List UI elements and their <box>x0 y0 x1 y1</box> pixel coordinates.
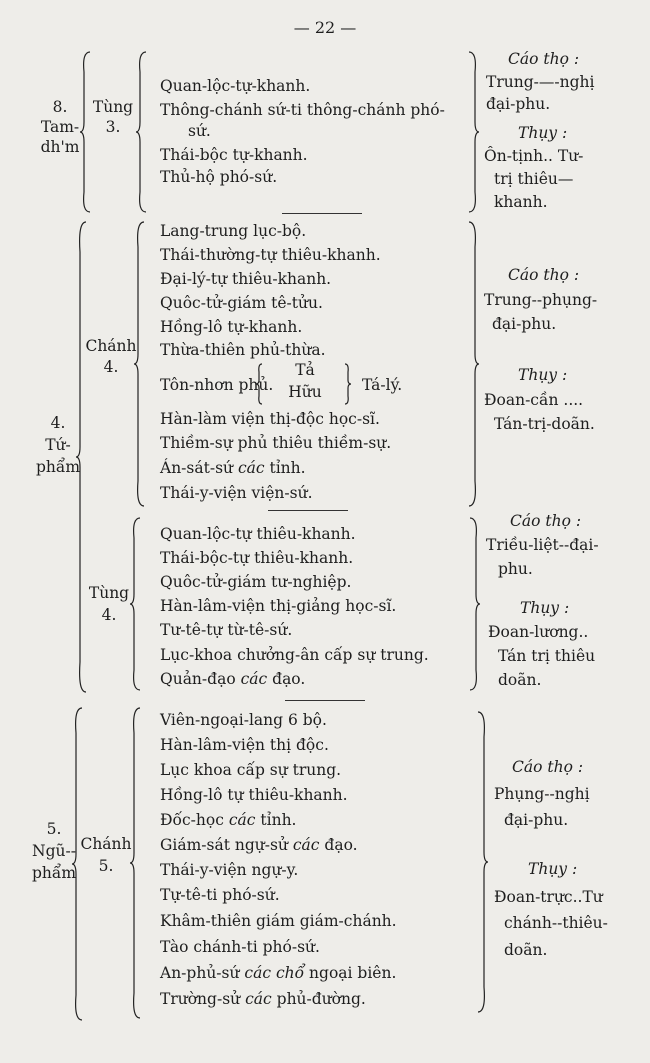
grade-label: Tùng <box>88 584 130 602</box>
office-qualifier: các <box>240 670 268 688</box>
brace-right <box>470 518 484 690</box>
office-item: Đại-lý-tự thiêu-khanh. <box>160 270 332 288</box>
thuy-label: Thụy : <box>528 860 578 878</box>
office-qualifier: các <box>228 811 256 829</box>
thuy-label: Thụy : <box>518 124 568 142</box>
office-scope: đạo. <box>324 836 358 854</box>
office-name: Đốc-học <box>160 811 224 829</box>
office-item: Viên-ngoại-lang 6 bộ. <box>160 711 327 729</box>
office-item: Tá-lý. <box>362 376 403 394</box>
section-divider <box>285 700 365 701</box>
rank-label: Ngũ-- <box>32 842 76 860</box>
thuy-value: Đoan-lương.. <box>488 623 589 641</box>
cao-tho-value: đại-phu. <box>492 315 557 333</box>
office-scope: ngoại biên. <box>309 964 397 982</box>
office-item <box>160 670 305 689</box>
office-item: Khâm-thiên giám giám-chánh. <box>160 912 397 930</box>
brace-left <box>130 518 144 690</box>
grade-label: Tùng <box>92 98 134 116</box>
cao-tho-value: Trung--phụng- <box>484 291 598 309</box>
office-variant: Hữu <box>288 383 322 401</box>
office-item <box>160 990 366 1009</box>
brace-left <box>130 708 144 1018</box>
brace-right <box>469 222 483 506</box>
office-item: Thái-y-viện ngự-y. <box>160 861 299 879</box>
office-item: Thông-chánh sứ-ti thông-chánh phó- <box>160 101 445 119</box>
office-name: Quản-đạo <box>160 670 236 688</box>
rank-label: Tứ- <box>45 436 71 454</box>
office-item: Hàn-lâm-viện thị-giảng học-sĩ. <box>160 597 397 615</box>
cao-tho-value: Trung-—-nghị <box>486 73 595 91</box>
thuy-value: trị thiêu— <box>494 170 574 188</box>
rank-label: Tam- <box>40 118 80 136</box>
office-item: Lục-khoa chưởng-ân cấp sự trung. <box>160 646 429 664</box>
cao-tho-label: Cáo thọ : <box>508 50 580 68</box>
office-scope: phủ-đường. <box>276 990 366 1008</box>
office-item <box>160 836 358 855</box>
office-item: Thiềm-sự phủ thiêu thiềm-sự. <box>160 434 392 452</box>
office-item: Tự-tê-ti phó-sứ. <box>160 886 280 904</box>
office-item: Thái-bộc-tự thiêu-khanh. <box>160 549 354 567</box>
office-item: Thái-thường-tự thiêu-khanh. <box>160 246 381 264</box>
thuy-value: Đoan-cần .... <box>484 391 584 409</box>
cao-tho-value: phu. <box>498 560 533 578</box>
grade-label: Chánh <box>80 835 132 853</box>
cao-tho-value: Triều-liệt--đại- <box>486 536 599 554</box>
office-item: Thủ-hộ phó-sứ. <box>160 168 278 186</box>
office-scope: tỉnh. <box>269 459 306 477</box>
grade-number: 5. <box>98 857 114 875</box>
section-divider <box>282 213 362 214</box>
office-item: Thái-bộc tự-khanh. <box>160 146 308 164</box>
office-name: An-phủ-sứ <box>160 964 240 982</box>
office-qualifier: các <box>292 836 320 854</box>
thuy-value: Đoan-trực..Tư <box>494 888 603 906</box>
cao-tho-label: Cáo thọ : <box>512 758 584 776</box>
office-qualifier: các <box>245 990 272 1008</box>
thuy-value: Tán trị thiêu <box>498 647 596 665</box>
office-item: Hàn-lâm-viện thị độc. <box>160 736 329 754</box>
grade-number: 4. <box>103 358 119 376</box>
thuy-value: Tán-trị-doãn. <box>494 415 595 433</box>
office-item: Tư-tê-tự từ-tê-sứ. <box>160 621 293 639</box>
thuy-value: doãn. <box>498 671 542 689</box>
office-scope: đạo. <box>272 670 306 688</box>
office-item: Tôn-nhơn phủ. <box>160 376 274 394</box>
thuy-label: Thụy : <box>518 366 568 384</box>
office-item: Tào chánh-ti phó-sứ. <box>160 938 320 956</box>
thuy-value: khanh. <box>494 193 548 211</box>
grade-number: 4. <box>101 606 117 624</box>
office-name: Án-sát-sứ <box>160 459 234 477</box>
rank-label: phẩm <box>35 458 81 476</box>
office-item: Thừa-thiên phủ-thừa. <box>160 341 326 359</box>
brace-right <box>345 364 353 404</box>
office-item: sứ. <box>188 122 211 140</box>
office-item: Hàn-làm viện thị-độc học-sĩ. <box>160 410 380 428</box>
thuy-value: chánh--thiêu- <box>504 914 608 932</box>
thuy-label: Thụy : <box>520 599 570 617</box>
brace-left <box>134 222 148 506</box>
page-number: — 22 — <box>293 18 357 37</box>
rank-number: 4. <box>50 414 66 432</box>
cao-tho-value: đại-phu. <box>504 811 569 829</box>
brace-right <box>469 52 483 212</box>
thuy-value: Ôn-tịnh.. Tư- <box>484 147 584 165</box>
office-qualifier: các <box>237 459 265 477</box>
office-item: Quan-lộc-tự thiêu-khanh. <box>160 525 356 543</box>
cao-tho-value: đại-phu. <box>486 95 551 113</box>
office-qualifier: các chổ <box>244 964 305 982</box>
brace-left <box>256 364 264 404</box>
office-name: Trường-sử <box>160 990 241 1008</box>
rank-label: phẩm <box>31 864 77 882</box>
cao-tho-label: Cáo thọ : <box>510 512 582 530</box>
office-item: Lục khoa cấp sự trung. <box>160 761 342 779</box>
office-name: Giám-sát ngự-sử <box>160 836 288 854</box>
office-item: Quan-lộc-tự-khanh. <box>160 77 311 95</box>
office-item: Quôc-tử-giám tư-nghiệp. <box>160 573 352 591</box>
brace-left <box>136 52 150 212</box>
office-variant: Tả <box>295 361 315 379</box>
thuy-value: doãn. <box>504 941 548 959</box>
office-scope: tỉnh. <box>260 811 297 829</box>
cao-tho-value: Phụng--nghị <box>494 785 590 803</box>
section-divider <box>268 510 348 511</box>
cao-tho-label: Cáo thọ : <box>508 266 580 284</box>
rank-number: 8. <box>52 98 68 116</box>
office-item: Thái-y-viện viện-sứ. <box>160 484 313 502</box>
brace-right <box>478 712 492 1012</box>
office-item: Quôc-tử-giám tê-tửu. <box>160 294 323 312</box>
office-item: Hồng-lô tự-khanh. <box>160 318 303 336</box>
office-item <box>160 459 306 478</box>
rank-number: 5. <box>46 820 62 838</box>
office-item <box>160 964 396 983</box>
rank-label: dh'm <box>40 138 80 156</box>
office-item <box>160 811 297 830</box>
grade-number: 3. <box>105 118 121 136</box>
office-item: Lang-trung lục-bộ. <box>160 222 307 240</box>
office-item: Hồng-lô tự thiêu-khanh. <box>160 786 348 804</box>
grade-label: Chánh <box>85 337 137 355</box>
